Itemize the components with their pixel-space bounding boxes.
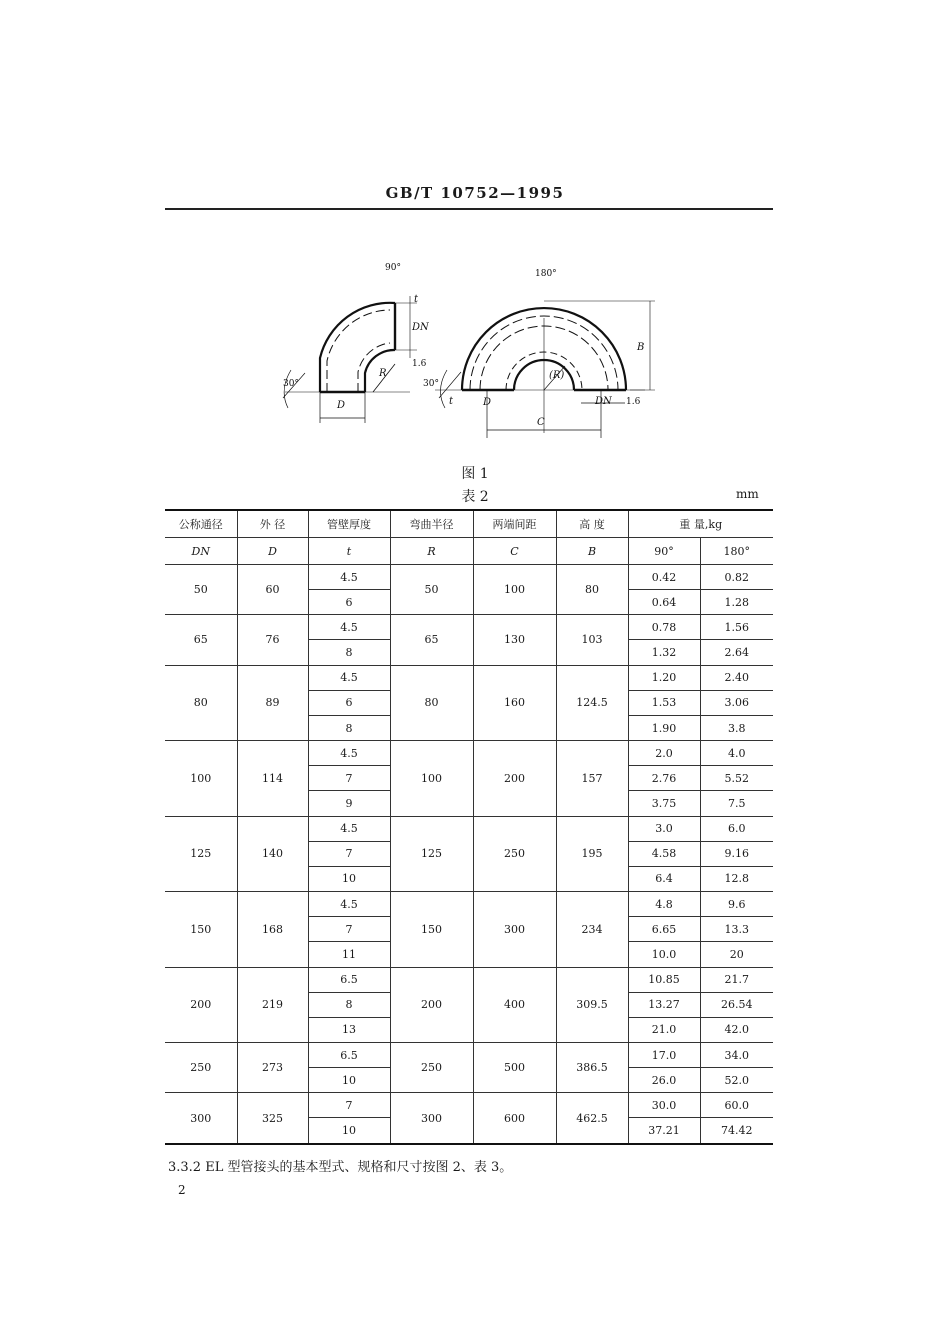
cell-c: 160 — [473, 665, 556, 740]
cell-t: 9 — [308, 791, 390, 816]
cell-t: 11 — [308, 942, 390, 967]
cell-weight-180: 2.64 — [700, 640, 773, 665]
cell-weight-90: 17.0 — [628, 1042, 700, 1067]
clause-body: EL 型管接头的基本型式、规格和尺寸按图 2、表 3。 — [205, 1160, 513, 1175]
header-b-label: 高 度 — [556, 510, 628, 538]
cell-dn: 150 — [165, 892, 237, 967]
cell-weight-90: 6.65 — [628, 917, 700, 942]
cell-r: 100 — [390, 741, 473, 816]
cell-weight-180: 4.0 — [700, 741, 773, 766]
header-dn-label: 公称通径 — [165, 510, 237, 538]
figure-1 — [265, 258, 695, 438]
cell-t: 6 — [308, 590, 390, 615]
cell-weight-90: 2.0 — [628, 741, 700, 766]
cell-weight-180: 74.42 — [700, 1118, 773, 1144]
figure-1-drawing — [265, 258, 695, 438]
cell-t: 10 — [308, 1068, 390, 1093]
cell-r: 150 — [390, 892, 473, 967]
header-c-symbol: C — [473, 538, 556, 565]
cell-b: 103 — [556, 615, 628, 665]
cell-weight-180: 3.06 — [700, 690, 773, 715]
cell-weight-180: 7.5 — [700, 791, 773, 816]
page-number: 2 — [178, 1183, 186, 1197]
cell-weight-180: 9.16 — [700, 841, 773, 866]
cell-weight-90: 10.0 — [628, 942, 700, 967]
elbow-180-bevel-label: 30° — [423, 379, 439, 389]
elbow-180-b-label: B — [637, 342, 645, 353]
header-t-label: 管壁厚度 — [308, 510, 390, 538]
table-row — [165, 816, 773, 841]
cell-b: 80 — [556, 565, 628, 615]
cell-r: 50 — [390, 565, 473, 615]
cell-r: 250 — [390, 1042, 473, 1092]
cell-c: 200 — [473, 741, 556, 816]
cell-r: 300 — [390, 1093, 473, 1144]
elbow-180-drawing — [435, 301, 655, 438]
cell-t: 10 — [308, 1118, 390, 1144]
cell-dn: 65 — [165, 615, 237, 665]
table-row — [165, 615, 773, 640]
cell-weight-180: 13.3 — [700, 917, 773, 942]
cell-weight-90: 10.85 — [628, 967, 700, 992]
cell-weight-180: 1.28 — [700, 590, 773, 615]
table-row — [165, 892, 773, 917]
header-d-label: 外 径 — [237, 510, 308, 538]
cell-weight-90: 4.58 — [628, 841, 700, 866]
elbow-180-gap-label: 1.6 — [626, 397, 641, 407]
cell-weight-90: 1.32 — [628, 640, 700, 665]
cell-t: 7 — [308, 766, 390, 791]
cell-t: 6.5 — [308, 1042, 390, 1067]
cell-d: 273 — [237, 1042, 308, 1092]
cell-weight-180: 9.6 — [700, 892, 773, 917]
cell-b: 124.5 — [556, 665, 628, 740]
table-unit: mm — [736, 487, 759, 501]
header-weight-90: 90° — [628, 538, 700, 565]
cell-c: 300 — [473, 892, 556, 967]
cell-weight-90: 3.75 — [628, 791, 700, 816]
elbow-180-d-label: D — [483, 397, 492, 408]
cell-weight-180: 52.0 — [700, 1068, 773, 1093]
cell-d: 325 — [237, 1093, 308, 1144]
cell-t: 4.5 — [308, 565, 390, 590]
cell-d: 140 — [237, 816, 308, 891]
cell-d: 168 — [237, 892, 308, 967]
cell-weight-180: 6.0 — [700, 816, 773, 841]
cell-t: 4.5 — [308, 892, 390, 917]
clause-number: 3.3.2 — [168, 1160, 202, 1175]
cell-weight-90: 30.0 — [628, 1093, 700, 1118]
cell-r: 80 — [390, 665, 473, 740]
cell-weight-90: 1.20 — [628, 665, 700, 690]
cell-t: 7 — [308, 1093, 390, 1118]
header-r-label: 弯曲半径 — [390, 510, 473, 538]
cell-weight-90: 26.0 — [628, 1068, 700, 1093]
cell-weight-90: 37.21 — [628, 1118, 700, 1144]
cell-weight-180: 5.52 — [700, 766, 773, 791]
elbow-90-angle-label: 90° — [385, 263, 401, 273]
header-weight-180: 180° — [700, 538, 773, 565]
cell-dn: 125 — [165, 816, 237, 891]
cell-t: 8 — [308, 640, 390, 665]
cell-weight-90: 0.78 — [628, 615, 700, 640]
cell-weight-180: 20 — [700, 942, 773, 967]
cell-weight-90: 13.27 — [628, 992, 700, 1017]
elbow-180-angle-label: 180° — [535, 269, 557, 279]
cell-t: 13 — [308, 1017, 390, 1042]
header-c-label: 两端间距 — [473, 510, 556, 538]
cell-r: 125 — [390, 816, 473, 891]
elbow-180-dn-label: DN — [595, 396, 612, 407]
table-caption: 表 2 — [461, 489, 489, 505]
elbow-90-dn-label: DN — [412, 322, 429, 333]
clause-text — [168, 1156, 512, 1175]
elbow-90-drawing — [283, 296, 417, 423]
header-b-symbol: B — [556, 538, 628, 565]
cell-dn: 50 — [165, 565, 237, 615]
cell-b: 386.5 — [556, 1042, 628, 1092]
cell-b: 234 — [556, 892, 628, 967]
table-row — [165, 1042, 773, 1067]
cell-c: 130 — [473, 615, 556, 665]
cell-weight-180: 34.0 — [700, 1042, 773, 1067]
elbow-90-t-label: t — [414, 294, 419, 305]
cell-weight-180: 26.54 — [700, 992, 773, 1017]
cell-t: 10 — [308, 866, 390, 891]
cell-d: 114 — [237, 741, 308, 816]
cell-weight-180: 0.82 — [700, 565, 773, 590]
cell-weight-90: 6.4 — [628, 866, 700, 891]
cell-t: 4.5 — [308, 665, 390, 690]
cell-dn: 250 — [165, 1042, 237, 1092]
elbow-180-radius-label: (R) — [549, 370, 565, 381]
cell-weight-180: 2.40 — [700, 665, 773, 690]
cell-dn: 80 — [165, 665, 237, 740]
cell-c: 600 — [473, 1093, 556, 1144]
cell-weight-90: 2.76 — [628, 766, 700, 791]
cell-c: 100 — [473, 565, 556, 615]
cell-t: 8 — [308, 715, 390, 740]
cell-r: 200 — [390, 967, 473, 1042]
header-t-symbol: t — [308, 538, 390, 565]
cell-weight-180: 42.0 — [700, 1017, 773, 1042]
cell-weight-180: 21.7 — [700, 967, 773, 992]
cell-weight-180: 12.8 — [700, 866, 773, 891]
cell-weight-180: 1.56 — [700, 615, 773, 640]
cell-weight-90: 1.53 — [628, 690, 700, 715]
table-row — [165, 565, 773, 590]
cell-t: 7 — [308, 841, 390, 866]
cell-t: 6.5 — [308, 967, 390, 992]
cell-dn: 100 — [165, 741, 237, 816]
cell-weight-90: 3.0 — [628, 816, 700, 841]
elbow-90-radius-label: R — [379, 368, 387, 379]
header-d-symbol: D — [237, 538, 308, 565]
cell-d: 60 — [237, 565, 308, 615]
cell-b: 195 — [556, 816, 628, 891]
cell-t: 8 — [308, 992, 390, 1017]
cell-b: 157 — [556, 741, 628, 816]
cell-r: 65 — [390, 615, 473, 665]
cell-weight-180: 3.8 — [700, 715, 773, 740]
cell-weight-90: 4.8 — [628, 892, 700, 917]
header-r-symbol: R — [390, 538, 473, 565]
cell-d: 219 — [237, 967, 308, 1042]
cell-d: 76 — [237, 615, 308, 665]
cell-weight-90: 1.90 — [628, 715, 700, 740]
elbow-180-t-label: t — [449, 396, 454, 407]
cell-c: 500 — [473, 1042, 556, 1092]
header-dn-symbol: DN — [165, 538, 237, 565]
table-row — [165, 1093, 773, 1118]
cell-t: 4.5 — [308, 816, 390, 841]
cell-t: 4.5 — [308, 741, 390, 766]
elbow-90-diameter-label: D — [337, 400, 346, 411]
cell-c: 250 — [473, 816, 556, 891]
table-row — [165, 967, 773, 992]
dimensions-table — [165, 509, 773, 1145]
cell-t: 7 — [308, 917, 390, 942]
cell-b: 309.5 — [556, 967, 628, 1042]
elbow-90-bevel-label: 30° — [283, 379, 299, 389]
cell-b: 462.5 — [556, 1093, 628, 1144]
header-rule — [165, 208, 773, 210]
cell-c: 400 — [473, 967, 556, 1042]
elbow-180-c-label: C — [537, 417, 545, 428]
table-row — [165, 741, 773, 766]
table-row — [165, 665, 773, 690]
cell-weight-90: 0.64 — [628, 590, 700, 615]
cell-dn: 200 — [165, 967, 237, 1042]
header-weight-label: 重 量,kg — [628, 510, 773, 538]
elbow-90-gap-label: 1.6 — [412, 359, 427, 369]
figure-caption: 图 1 — [461, 466, 489, 482]
cell-t: 6 — [308, 690, 390, 715]
cell-weight-90: 0.42 — [628, 565, 700, 590]
cell-weight-90: 21.0 — [628, 1017, 700, 1042]
standard-code: GB/T 10752—1995 — [385, 184, 565, 202]
cell-dn: 300 — [165, 1093, 237, 1144]
cell-d: 89 — [237, 665, 308, 740]
cell-t: 4.5 — [308, 615, 390, 640]
cell-weight-180: 60.0 — [700, 1093, 773, 1118]
